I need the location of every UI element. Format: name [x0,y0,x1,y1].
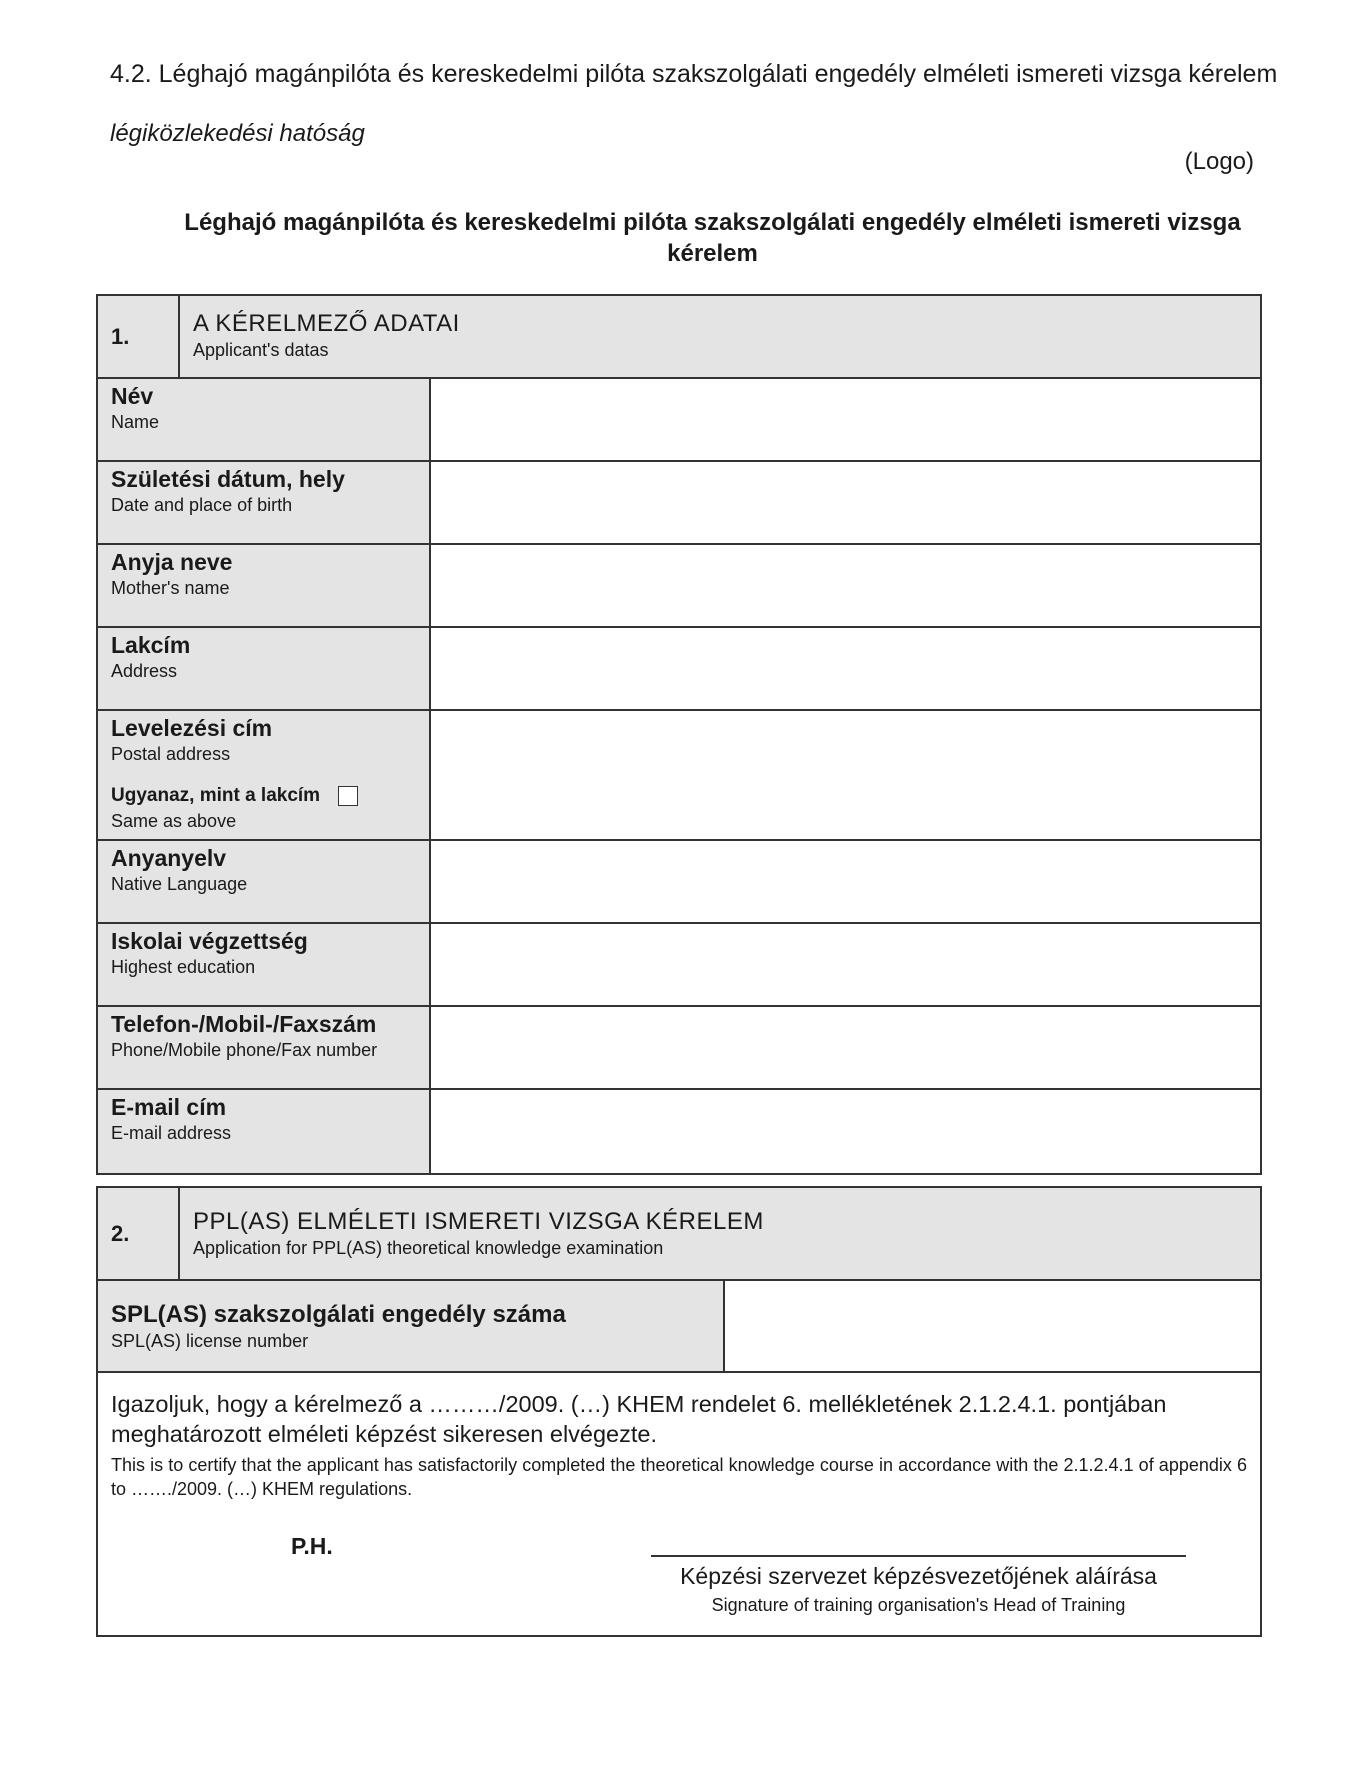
section-1-header [98,296,1260,379]
certification-block [98,1373,1260,1635]
section-number: 1. [98,296,180,377]
label-hu: Iskolai végzettség [111,928,308,954]
label-hu: Anyanyelv [111,845,227,871]
form-row-email [98,1090,1260,1173]
label-en: Highest education [111,957,256,977]
logo-placeholder: (Logo) [1184,148,1254,175]
row-label [98,711,431,839]
section-number: 2. [98,1188,180,1279]
language-field[interactable] [431,841,1260,922]
stamp-label: P.H. [291,1533,333,1559]
row-label [98,462,431,543]
row-label [98,841,431,922]
email-field[interactable] [431,1090,1260,1173]
exam-application-section [96,1186,1262,1637]
label-en: SPL(AS) license number [111,1331,309,1351]
section-title [193,310,460,361]
certification-text-en: This is to certify that the applicant has satisfactorily completed the theoretical knowledge course in accordance with the 2.1.2.4.1 of appendix 6 to ……./2009. (…) KHEM regulations. [111,1455,1247,1499]
postal-address-field[interactable] [431,711,1260,839]
same-as-label-en: Same as above [111,811,237,831]
label-hu: Név [111,383,154,409]
row-label [98,1281,725,1371]
section-title-hu: PPL(AS) ELMÉLETI ISMERETI VIZSGA KÉRELEM [193,1208,764,1235]
birth-field[interactable] [431,462,1260,543]
row-label [98,379,431,460]
section-title-hu: A KÉRELMEZŐ ADATAI [193,310,460,337]
section-title [193,1208,764,1259]
form-row-mother [98,545,1260,628]
form-row-name [98,379,1260,462]
row-label [98,1090,431,1173]
label-en: Name [111,412,160,432]
label-hu: Lakcím [111,632,191,658]
row-label [98,628,431,709]
label-hu: Születési dátum, hely [111,466,345,492]
section-title-en: Application for PPL(AS) theoretical knowledge examination [193,1238,664,1258]
same-as-address [111,785,429,807]
section-heading: 4.2. Léghajó magánpilóta és kereskedelmi pilóta szakszolgálati engedély elméleti ismereti vizsga kérelem [110,60,1278,88]
name-field[interactable] [431,379,1260,460]
mother-name-field[interactable] [431,545,1260,626]
label-hu: SPL(AS) szakszolgálati engedély száma [111,1301,566,1328]
phone-field[interactable] [431,1007,1260,1088]
education-field[interactable] [431,924,1260,1005]
label-hu: Levelezési cím [111,715,273,741]
signature-label-en: Signature of training organisation's Head of Training [711,1595,1126,1615]
label-en: Date and place of birth [111,495,293,515]
label-en: Native Language [111,874,248,894]
section-title-en: Applicant's datas [193,340,329,360]
row-label [98,545,431,626]
form-row-address [98,628,1260,711]
form-row-license [98,1281,1260,1373]
signature-label-hu: Képzési szervezet képzésvezetőjének aláírása [680,1563,1157,1589]
form-title: Léghajó magánpilóta és kereskedelmi pilóta szakszolgálati engedély elméleti ismereti vizsga kérelem [184,209,1241,267]
label-en: E-mail address [111,1123,232,1143]
label-hu: Telefon-/Mobil-/Faxszám [111,1011,377,1037]
row-label [98,924,431,1005]
signature-line[interactable] [651,1555,1186,1557]
license-number-field[interactable] [725,1281,1260,1371]
label-en: Mother's name [111,578,230,598]
label-hu: Anyja neve [111,549,233,575]
same-as-checkbox[interactable] [338,786,358,806]
certification-text-hu: Igazoljuk, hogy a kérelmező a ………/2009. (…) KHEM rendelet 6. mellékletének 2.1.2.4.1. pontjában meghatározott elméleti képzést sikeresen elvégezte. [111,1391,1167,1447]
label-en: Address [111,661,178,681]
same-as-label: Ugyanaz, mint a lakcím [111,785,321,806]
form-row-birth [98,462,1260,545]
applicant-data-section [96,294,1262,1175]
authority-name: légiközlekedési hatóság [110,120,365,147]
row-label [98,1007,431,1088]
label-en: Phone/Mobile phone/Fax number [111,1040,378,1060]
form-row-phone [98,1007,1260,1090]
label-en: Postal address [111,744,231,764]
label-hu: E-mail cím [111,1094,227,1120]
form-row-postal [98,711,1260,841]
form-row-language [98,841,1260,924]
address-field[interactable] [431,628,1260,709]
section-2-header [98,1188,1260,1281]
form-row-education [98,924,1260,1007]
